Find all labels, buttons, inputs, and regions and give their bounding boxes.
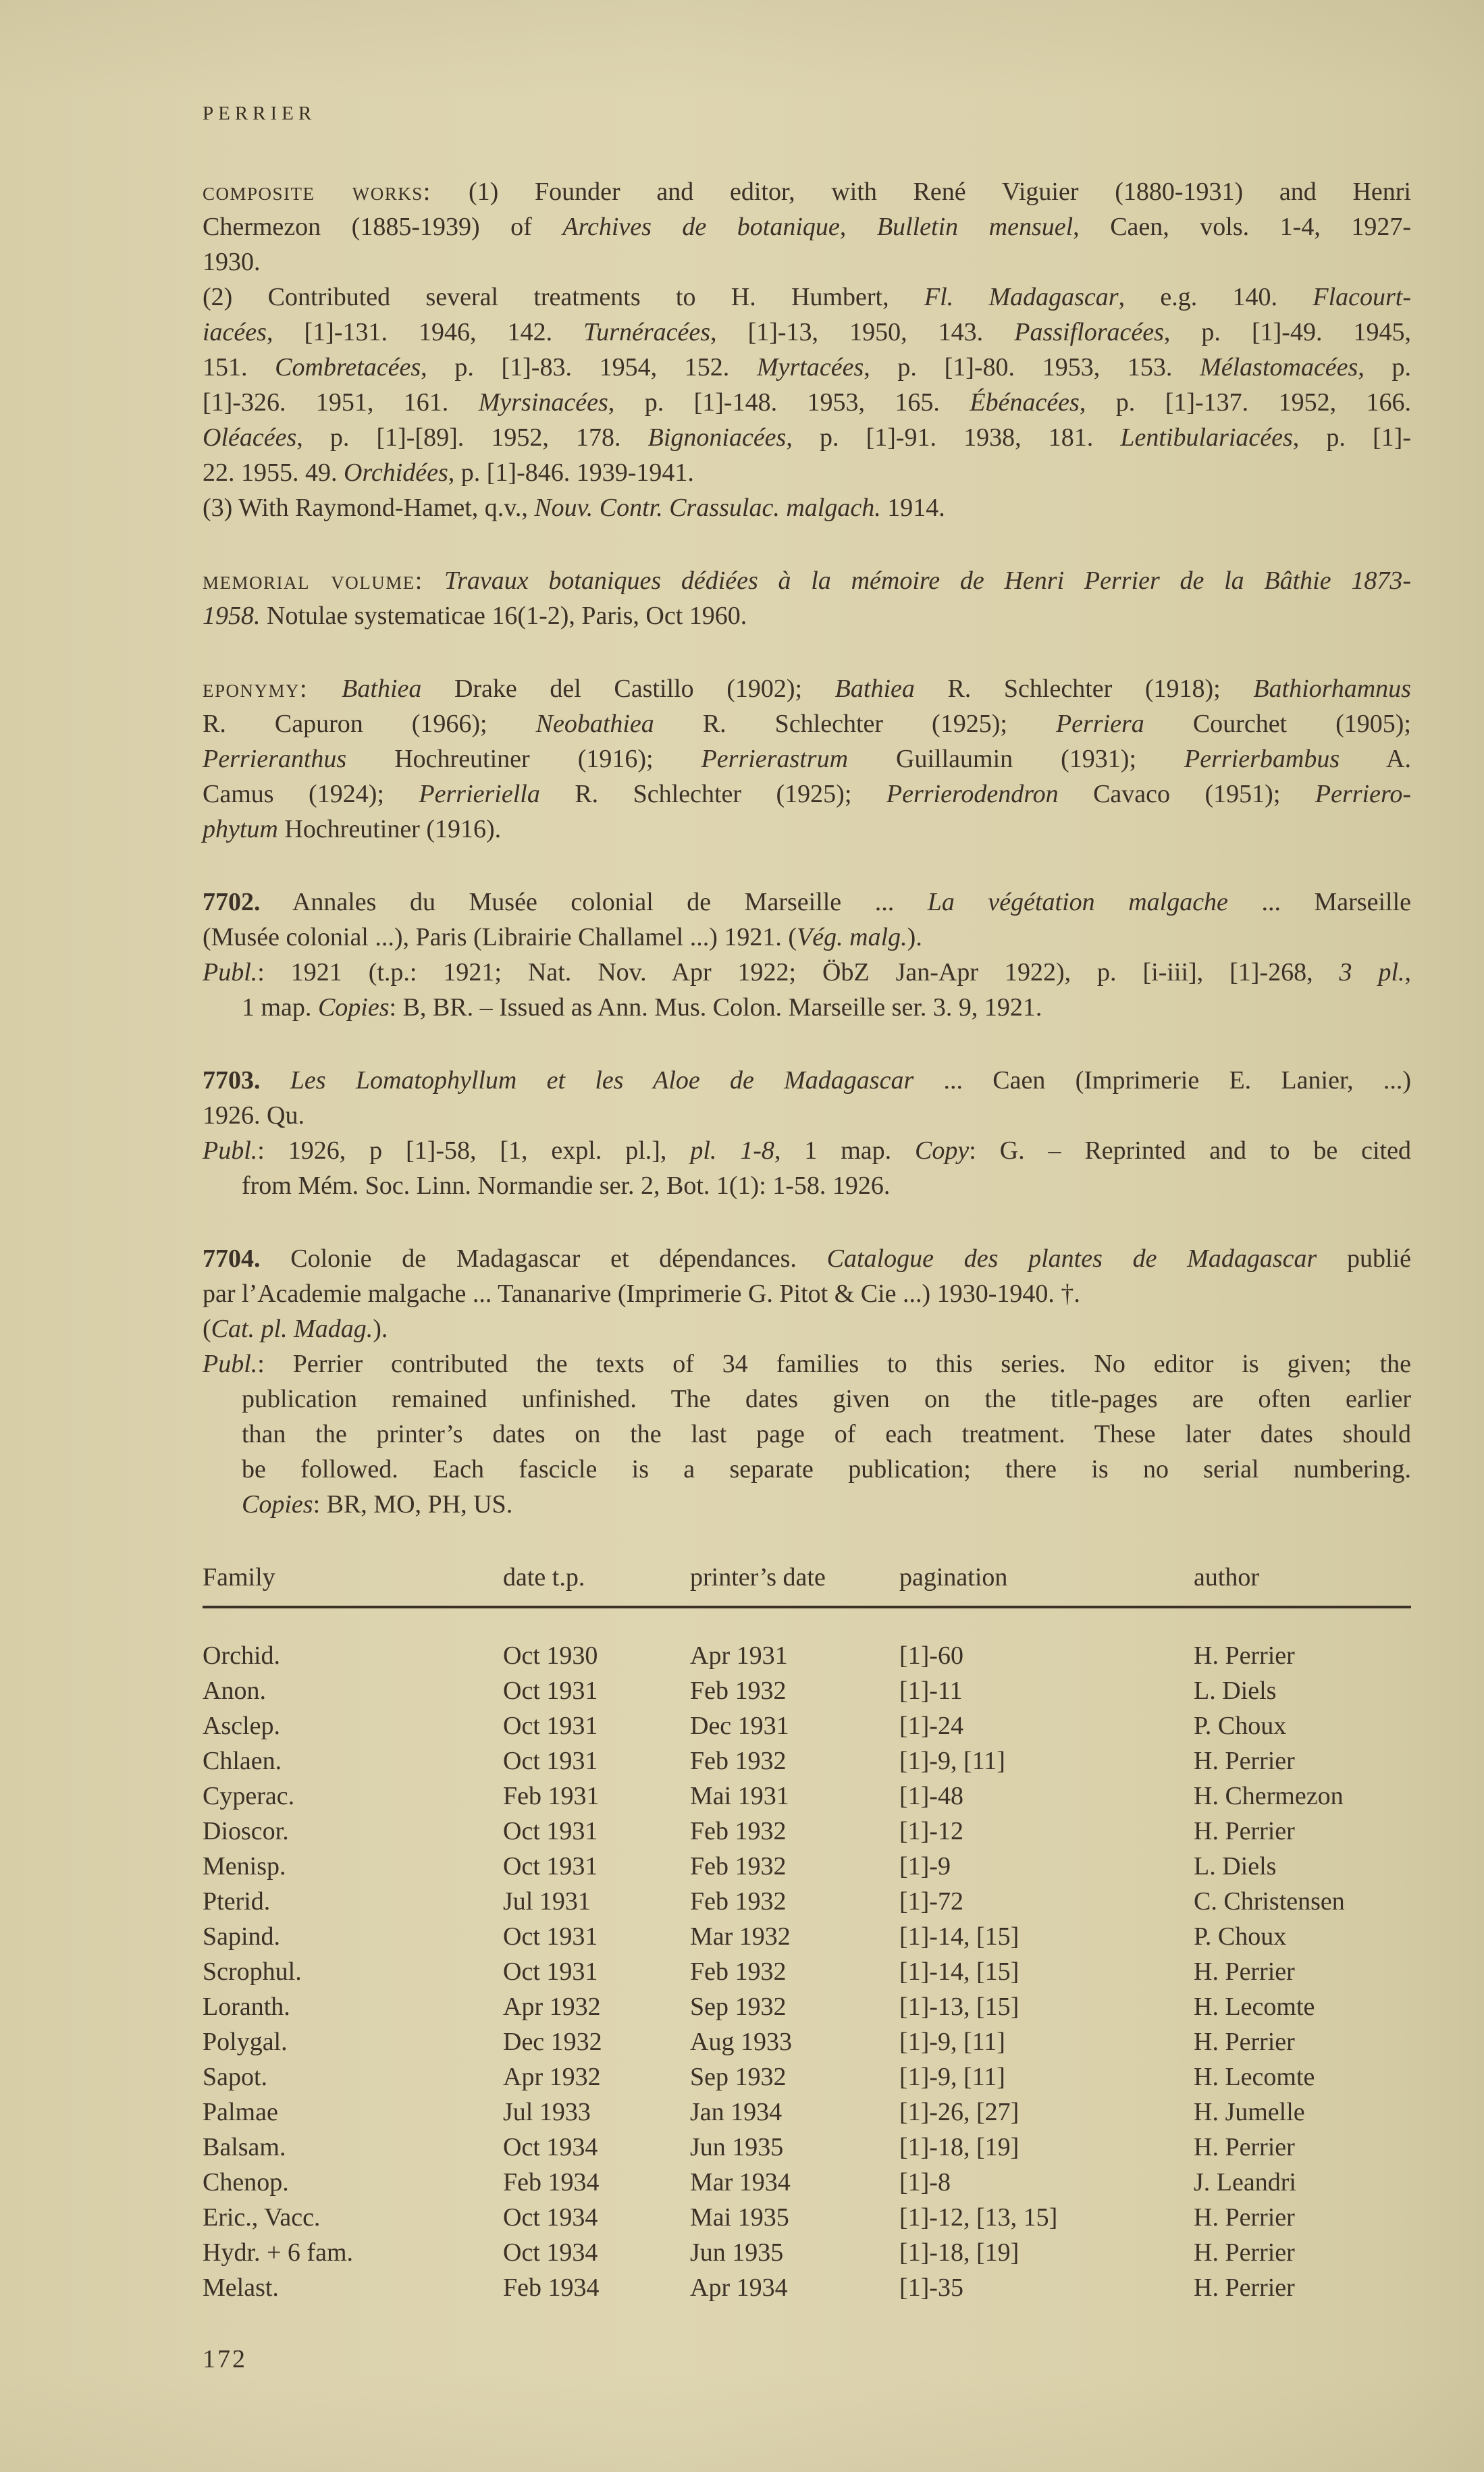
table-cell: Oct 1934	[503, 2203, 598, 2232]
table-cell: Dioscor.	[203, 1817, 289, 1845]
table-cell: Sep 1932	[690, 2063, 787, 2091]
table-cell: [1]-9, [11]	[899, 2028, 1005, 2056]
table-row	[203, 2270, 1411, 2305]
table-cell: H. Perrier	[1194, 2273, 1295, 2302]
table-cell: Oct 1930	[503, 1641, 598, 1670]
table-cell: Mai 1935	[690, 2203, 789, 2232]
text-line: be followed. Each fascicle is a separate publication; there is no serial numbering.	[242, 1455, 1411, 1483]
table-cell: H. Lecomte	[1194, 1993, 1315, 2021]
table-cell: Polygal.	[203, 2028, 288, 2056]
publication-table	[203, 1560, 1411, 2305]
table-row	[203, 1849, 1411, 1884]
table-cell: Feb 1932	[690, 1887, 787, 1916]
text-line: Copies: BR, MO, PH, US.	[242, 1490, 513, 1519]
table-cell: Sapind.	[203, 1922, 281, 1951]
text-line: par l’Academie malgache ... Tananarive (Imprimerie G. Pitot & Cie ...) 1930-1940. †.	[203, 1280, 1080, 1308]
block-entry-7702	[203, 885, 1411, 1025]
text-line: 1 map. Copies: B, BR. – Issued as Ann. Mus. Colon. Marseille ser. 3. 9, 1921.	[242, 993, 1042, 1022]
page-number: 172	[203, 2345, 247, 2373]
table-cell: Sep 1932	[690, 1993, 787, 2021]
table-cell: Apr 1932	[503, 2063, 601, 2091]
text-line: Oléacées, p. [1]-[89]. 1952, 178. Bignoniacées, p. [1]-91. 1938, 181. Lentibulariacées, p. [1]-	[203, 423, 1411, 452]
text-line: iacées, [1]-131. 1946, 142. Turnéracées, [1]-13, 1950, 143. Passifloracées, p. [1]-49. 1945,	[203, 318, 1412, 346]
table-cell: [1]-72	[899, 1887, 963, 1916]
table-cell: Oct 1931	[503, 1747, 598, 1775]
table-cell: Jun 1935	[690, 2238, 784, 2267]
block-entry-7703	[203, 1063, 1411, 1203]
text-line: Publ.: 1926, p [1]-58, [1, expl. pl.], pl. 1-8, 1 map. Copy: G. – Reprinted and to be cited	[203, 1136, 1411, 1165]
table-cell: Aug 1933	[690, 2028, 792, 2056]
table-cell: Oct 1931	[503, 1922, 598, 1951]
table-cell: Feb 1934	[503, 2273, 600, 2302]
table-cell: P. Choux	[1194, 1922, 1287, 1951]
table-cell: Sapot.	[203, 2063, 268, 2091]
table-cell: Asclep.	[203, 1712, 281, 1740]
table-cell: Pterid.	[203, 1887, 271, 1916]
table-cell: [1]-9, [11]	[899, 1747, 1005, 1775]
table-cell: Mar 1932	[690, 1922, 791, 1951]
table-cell: Balsam.	[203, 2133, 286, 2161]
table-cell: Mai 1931	[690, 1782, 789, 1810]
table-cell: [1]-18, [19]	[899, 2238, 1019, 2267]
table-cell: H. Perrier	[1194, 1747, 1295, 1775]
entry-text-blocks	[203, 174, 1411, 1522]
text-line: Camus (1924); Perrieriella R. Schlechter (1925); Perrierodendron Cavaco (1951); Perriero-	[203, 780, 1411, 808]
table-cell: Dec 1931	[690, 1712, 789, 1740]
table-body	[203, 1638, 1411, 2305]
text-line: R. Capuron (1966); Neobathiea R. Schlechter (1925); Perriera Courchet (1905);	[203, 710, 1411, 738]
text-line: (Cat. pl. Madag.).	[203, 1315, 388, 1343]
table-cell: Jul 1931	[503, 1887, 591, 1916]
table-cell: H. Perrier	[1194, 1957, 1295, 1986]
table-cell: Oct 1931	[503, 1677, 598, 1705]
text-line: composite works: (1) Founder and editor, with René Viguier (1880-1931) and Henri	[203, 178, 1411, 206]
table-cell: Chlaen.	[203, 1747, 282, 1775]
table-cell: [1]-24	[899, 1712, 963, 1740]
table-cell: Mar 1934	[690, 2168, 791, 2197]
text-line: memorial volume: Travaux botaniques dédiées à la mémoire de Henri Perrier de la Bâthie 1873-	[203, 567, 1411, 595]
text-line: 22. 1955. 49. Orchidées, p. [1]-846. 1939-1941.	[203, 458, 694, 487]
table-cell: H. Lecomte	[1194, 2063, 1315, 2091]
table-cell: [1]-48	[899, 1782, 963, 1810]
table-cell: Jul 1933	[503, 2098, 591, 2126]
text-line: from Mém. Soc. Linn. Normandie ser. 2, Bot. 1(1): 1-58. 1926.	[242, 1172, 891, 1200]
table-cell: [1]-12, [13, 15]	[899, 2203, 1058, 2232]
table-cell: Dec 1932	[503, 2028, 602, 2056]
table-header-date-tp: date t.p.	[503, 1563, 585, 1592]
table-rule	[203, 1606, 1411, 1608]
table-cell: Palmae	[203, 2098, 278, 2126]
table-cell: H. Jumelle	[1194, 2098, 1305, 2126]
table-cell: [1]-35	[899, 2273, 963, 2302]
table-cell: [1]-12	[899, 1817, 963, 1845]
text-line: 1958. Notulae systematicae 16(1-2), Paris, Oct 1960.	[203, 602, 747, 630]
text-line: (2) Contributed several treatments to H. Humbert, Fl. Madagascar, e.g. 140. Flacourt-	[203, 283, 1411, 311]
table-row	[203, 1954, 1411, 1989]
table-cell: Chenop.	[203, 2168, 289, 2197]
table-cell: Oct 1931	[503, 1712, 598, 1740]
table-cell: H. Perrier	[1194, 1641, 1295, 1670]
table-cell: Hydr. + 6 fam.	[203, 2238, 354, 2267]
table-cell: [1]-18, [19]	[899, 2133, 1019, 2161]
table-cell: [1]-9	[899, 1852, 951, 1881]
text-line: (3) With Raymond-Hamet, q.v., Nouv. Contr. Crassulac. malgach. 1914.	[203, 494, 945, 522]
table-cell: Menisp.	[203, 1852, 286, 1881]
text-line: (Musée colonial ...), Paris (Librairie Challamel ...) 1921. (Vég. malg.).	[203, 923, 922, 951]
table-cell: [1]-13, [15]	[899, 1993, 1019, 2021]
table-row	[203, 2200, 1411, 2235]
table-header-author: author	[1194, 1563, 1260, 1592]
text-line: eponymy: Bathiea Drake del Castillo (1902); Bathiea R. Schlechter (1918); Bathiorhamnus	[203, 675, 1411, 703]
block-eponymy	[203, 671, 1411, 847]
text-line: 1930.	[203, 248, 261, 276]
text-line: than the printer’s dates on the last page of each treatment. These later dates should	[242, 1420, 1411, 1448]
table-row	[203, 2165, 1411, 2200]
block-composite-works	[203, 174, 1411, 525]
table-cell: [1]-8	[899, 2168, 951, 2197]
table-cell: Oct 1931	[503, 1817, 598, 1845]
block-entry-7704	[203, 1241, 1411, 1522]
text-line: 7703. Les Lomatophyllum et les Aloe de Madagascar ... Caen (Imprimerie E. Lanier, ...)	[203, 1066, 1411, 1095]
table-cell: [1]-26, [27]	[899, 2098, 1019, 2126]
table-cell: [1]-14, [15]	[899, 1957, 1019, 1986]
table-cell: Eric., Vacc.	[203, 2203, 321, 2232]
table-row	[203, 2130, 1411, 2165]
table-cell: Feb 1932	[690, 1957, 787, 1986]
table-row	[203, 2024, 1411, 2059]
text-line: 7702. Annales du Musée colonial de Marseille ... La végétation malgache ... Marseille	[203, 888, 1411, 916]
table-row	[203, 2235, 1411, 2270]
text-line: Publ.: Perrier contributed the texts of 34 families to this series. No editor is given; the	[203, 1350, 1411, 1378]
table-cell: H. Perrier	[1194, 2238, 1295, 2267]
table-cell: L. Diels	[1194, 1677, 1277, 1705]
table-row	[203, 1638, 1411, 1673]
table-cell: Oct 1931	[503, 1957, 598, 1986]
table-cell: Apr 1932	[503, 1993, 601, 2021]
table-cell: Melast.	[203, 2273, 279, 2302]
table-cell: Oct 1934	[503, 2133, 598, 2161]
table-row	[203, 1884, 1411, 1919]
table-row	[203, 2095, 1411, 2130]
table-cell: Apr 1934	[690, 2273, 788, 2302]
table-cell: J. Leandri	[1194, 2168, 1296, 2197]
table-cell: Feb 1931	[503, 1782, 600, 1810]
table-row	[203, 1779, 1411, 1814]
table-row	[203, 1919, 1411, 1954]
table-row	[203, 2059, 1411, 2095]
table-header-printers-date: printer’s date	[690, 1563, 826, 1592]
table-cell: Oct 1931	[503, 1852, 598, 1881]
text-line: phytum Hochreutiner (1916).	[203, 815, 502, 843]
table-cell: Cyperac.	[203, 1782, 295, 1810]
table-cell: L. Diels	[1194, 1852, 1277, 1881]
table-header-pagination: pagination	[899, 1563, 1008, 1592]
table-cell: H. Perrier	[1194, 1817, 1295, 1845]
table-cell: H. Perrier	[1194, 2028, 1295, 2056]
table-row	[203, 1708, 1411, 1743]
table-cell: C. Christensen	[1194, 1887, 1345, 1916]
table-cell: P. Choux	[1194, 1712, 1287, 1740]
table-row	[203, 1989, 1411, 2024]
text-line: 151. Combretacées, p. [1]-83. 1954, 152. Myrtacées, p. [1]-80. 1953, 153. Mélastomacées, p.	[203, 353, 1412, 382]
table-cell: Anon.	[203, 1677, 266, 1705]
table-cell: Feb 1932	[690, 1817, 787, 1845]
table-cell: [1]-60	[899, 1641, 963, 1670]
text-line: publication remained unfinished. The dates given on the title-pages are often earlier	[242, 1385, 1411, 1413]
block-memorial-volume	[203, 563, 1411, 633]
table-cell: Feb 1934	[503, 2168, 600, 2197]
table-cell: Feb 1932	[690, 1747, 787, 1775]
running-head: PERRIER	[203, 103, 317, 124]
text-line: [1]-326. 1951, 161. Myrsinacées, p. [1]-148. 1953, 165. Ébénacées, p. [1]-137. 1952, 166.	[203, 388, 1411, 417]
table-header-row	[203, 1560, 1411, 1606]
text-line: Chermezon (1885-1939) of Archives de botanique, Bulletin mensuel, Caen, vols. 1-4, 1927-	[203, 213, 1412, 241]
table-row	[203, 1743, 1411, 1779]
table-cell: H. Perrier	[1194, 2203, 1295, 2232]
text-line: 7704. Colonie de Madagascar et dépendances. Catalogue des plantes de Madagascar publié	[203, 1244, 1411, 1273]
table-cell: Orchid.	[203, 1641, 281, 1670]
table-cell: Feb 1932	[690, 1677, 787, 1705]
text-line: 1926. Qu.	[203, 1101, 304, 1130]
table-row	[203, 1814, 1411, 1849]
table-cell: Feb 1932	[690, 1852, 787, 1881]
table-cell: Oct 1934	[503, 2238, 598, 2267]
table-cell: Jan 1934	[690, 2098, 783, 2126]
text-line: Perrieranthus Hochreutiner (1916); Perrierastrum Guillaumin (1931); Perrierbambus A.	[203, 745, 1411, 773]
table-cell: Apr 1931	[690, 1641, 788, 1670]
table-cell: [1]-14, [15]	[899, 1922, 1019, 1951]
table-cell: [1]-11	[899, 1677, 963, 1705]
table-cell: Jun 1935	[690, 2133, 784, 2161]
table-cell: [1]-9, [11]	[899, 2063, 1005, 2091]
table-cell: Scrophul.	[203, 1957, 302, 1986]
table-row	[203, 1673, 1411, 1708]
table-cell: Loranth.	[203, 1993, 290, 2021]
table-cell: H. Chermezon	[1194, 1782, 1344, 1810]
table-cell: H. Perrier	[1194, 2133, 1295, 2161]
table-header-family: Family	[203, 1563, 275, 1592]
text-line: Publ.: 1921 (t.p.: 1921; Nat. Nov. Apr 1922; ÖbZ Jan-Apr 1922), p. [i-iii], [1]-268, 3 pl.,	[203, 958, 1412, 987]
